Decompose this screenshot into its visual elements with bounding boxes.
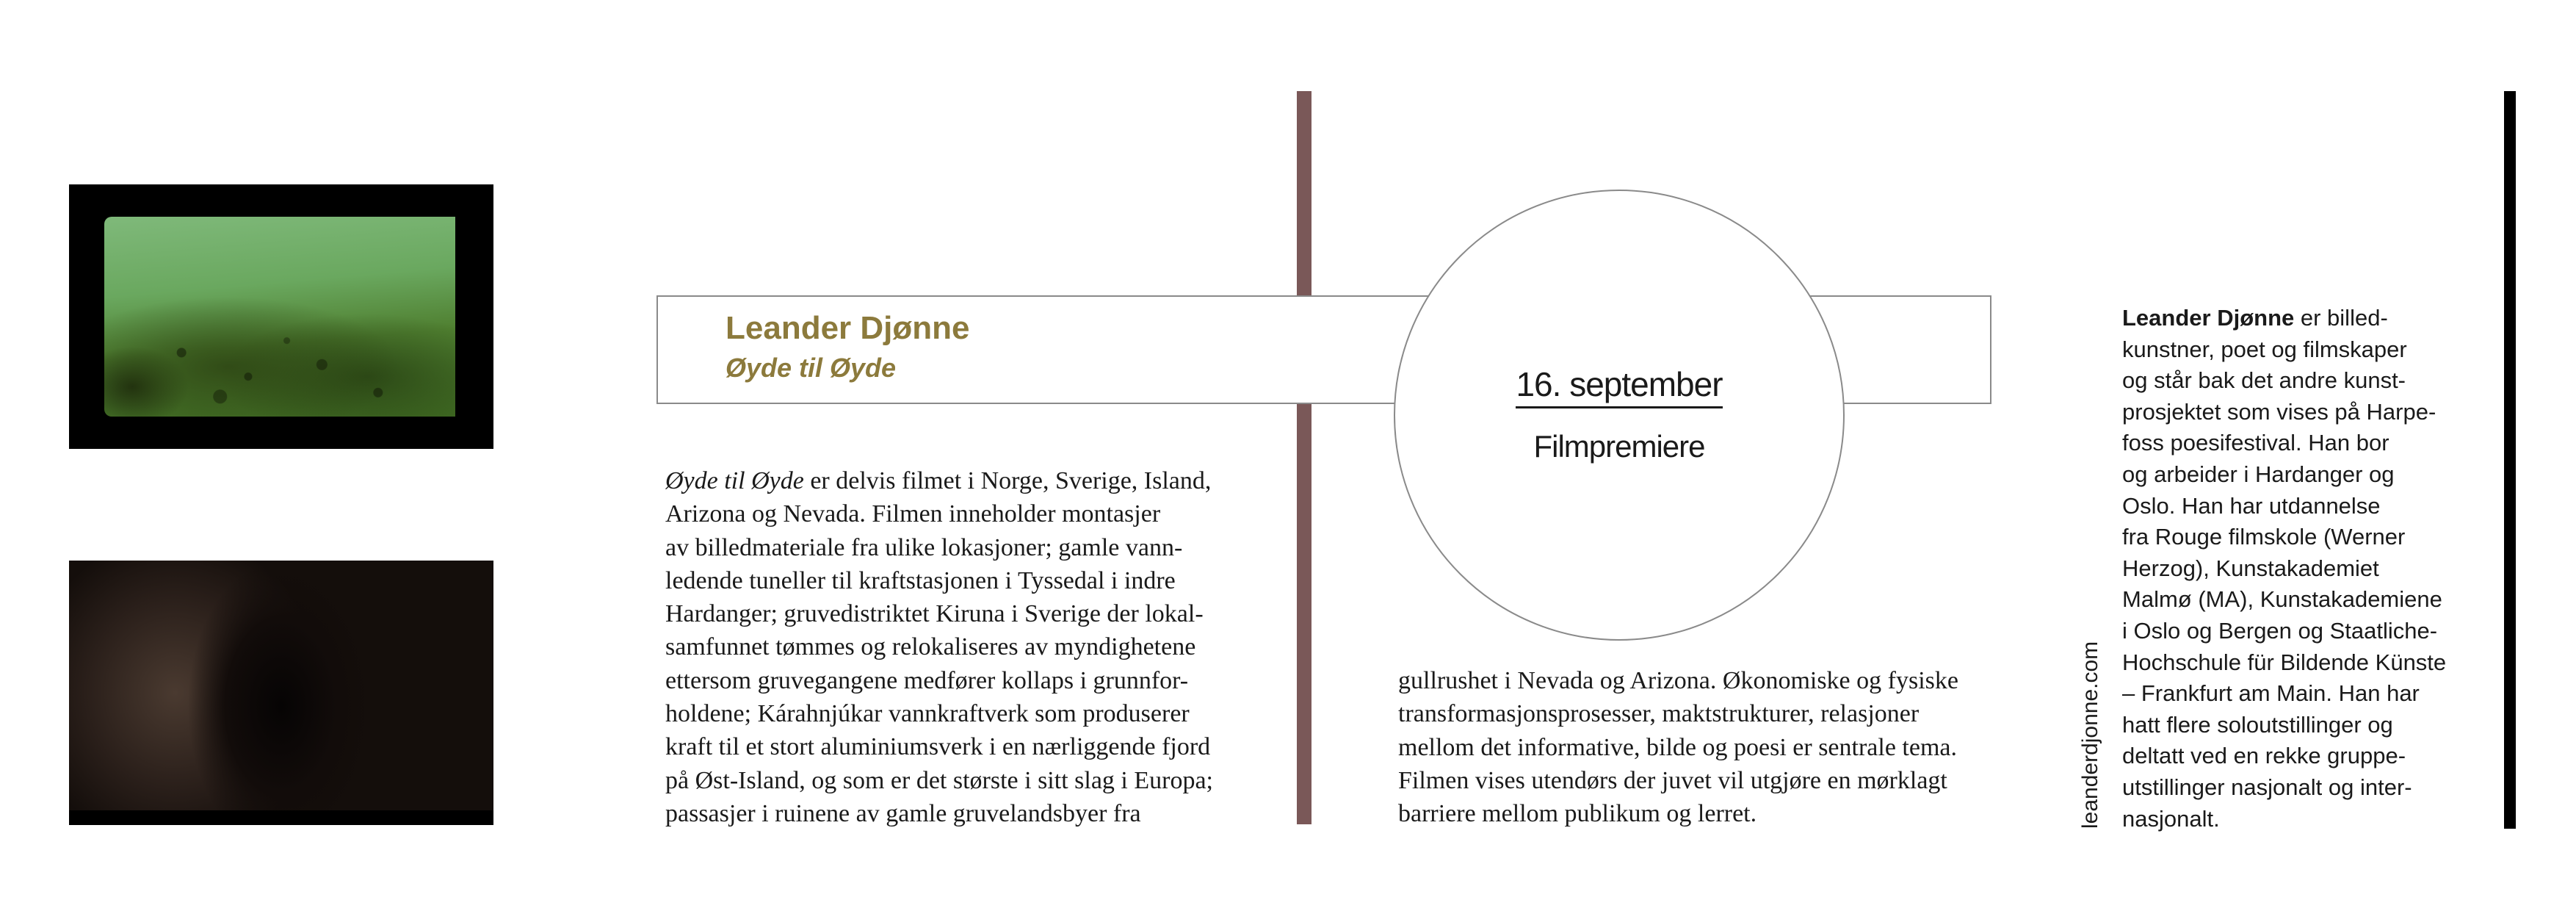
artist-name: Leander Djønne bbox=[726, 310, 970, 346]
bio-line: Herzog), Kunstakademiet bbox=[2122, 555, 2379, 581]
divider-bar-mauve bbox=[1297, 91, 1311, 824]
description-line-text: er delvis filmet i Norge, Sverige, Island, bbox=[803, 467, 1212, 494]
bio-line: fra Rouge filmskole (Werner bbox=[2122, 524, 2406, 550]
description-line: transformasjonsprosesser, maktstrukturer, relasjoner bbox=[1398, 700, 1920, 728]
website-url[interactable]: leanderdjonne.com bbox=[2078, 641, 2102, 829]
description-line bbox=[665, 464, 1213, 497]
description-line: ledende tuneller til kraftstasjonen i Tyssedal i indre bbox=[665, 566, 1176, 594]
premiere-circle bbox=[1394, 190, 1845, 641]
divider-bar-black bbox=[2504, 91, 2516, 829]
bio-line: foss poesifestival. Han bor bbox=[2122, 430, 2389, 456]
film-still-underwater-frame bbox=[104, 217, 455, 417]
description-line: samfunnet tømmes og relokaliseres av myndighetene bbox=[665, 633, 1196, 661]
description-line: Hardanger; gruvedistriktet Kiruna i Sverige der lokal- bbox=[665, 600, 1204, 628]
description-line: passasjer i ruinene av gamle gruvelandsbyer fra bbox=[665, 799, 1141, 827]
bio-line: hatt flere soloutstillinger og bbox=[2122, 711, 2393, 738]
bio-line: og står bak det andre kunst- bbox=[2122, 367, 2406, 394]
description-title-italic: Øyde til Øyde bbox=[665, 467, 804, 494]
artist-bio bbox=[2122, 303, 2446, 835]
description-line: holdene; Kárahnjúkar vannkraftverk som produserer bbox=[665, 700, 1190, 728]
description-line: gullrushet i Nevada og Arizona. Økonomiske og fysiske bbox=[1398, 667, 1958, 694]
description-line: på Øst-Island, og som er det største i sitt slag i Europa; bbox=[665, 766, 1213, 794]
bio-line-text: er billed- bbox=[2294, 305, 2388, 331]
description-line: Arizona og Nevada. Filmen inneholder montasjer bbox=[665, 500, 1161, 528]
film-still-tunnel bbox=[69, 561, 493, 825]
description-left bbox=[665, 464, 1213, 830]
bio-line: Hochschule für Bildende Künste bbox=[2122, 649, 2447, 675]
bio-name: Leander Djønne bbox=[2122, 305, 2295, 331]
description-line: av billedmateriale fra ulike lokasjoner; gamle vann- bbox=[665, 533, 1183, 561]
bio-line: i Oslo og Bergen og Staatliche- bbox=[2122, 617, 2438, 644]
bio-line: Oslo. Han har utdannelse bbox=[2122, 492, 2381, 519]
description-line: Filmen vises utendørs der juvet vil utgjøre en mørklagt bbox=[1398, 766, 1947, 794]
premiere-label: Filmpremiere bbox=[1533, 429, 1705, 464]
bio-line: Malmø (MA), Kunstakademiene bbox=[2122, 586, 2442, 613]
bio-line: prosjektet som vises på Harpe- bbox=[2122, 398, 2436, 425]
description-line: barriere mellom publikum og lerret. bbox=[1398, 800, 1757, 828]
description-right bbox=[1398, 664, 1958, 830]
film-title: Øyde til Øyde bbox=[726, 353, 897, 383]
description-line: kraft til et stort aluminiumsverk i en nærliggende fjord bbox=[665, 733, 1211, 761]
bio-line bbox=[2122, 303, 2446, 334]
bio-line: kunstner, poet og filmskaper bbox=[2122, 336, 2407, 362]
description-line: ettersom gruvegangene medfører kollaps i grunnfor- bbox=[665, 666, 1189, 694]
bio-line: deltatt ved en rekke gruppe- bbox=[2122, 743, 2406, 769]
premiere-date-text: 16. september bbox=[1516, 365, 1722, 408]
film-still-underwater bbox=[69, 184, 493, 449]
description-line: mellom det informative, bilde og poesi er sentrale tema. bbox=[1398, 733, 1957, 761]
bio-line: – Frankfurt am Main. Han har bbox=[2122, 680, 2420, 707]
premiere-date bbox=[1394, 364, 1845, 404]
bio-line: utstillinger nasjonalt og inter- bbox=[2122, 774, 2412, 800]
bio-line: nasjonalt. bbox=[2122, 805, 2220, 832]
bio-line: og arbeider i Hardanger og bbox=[2122, 461, 2395, 487]
